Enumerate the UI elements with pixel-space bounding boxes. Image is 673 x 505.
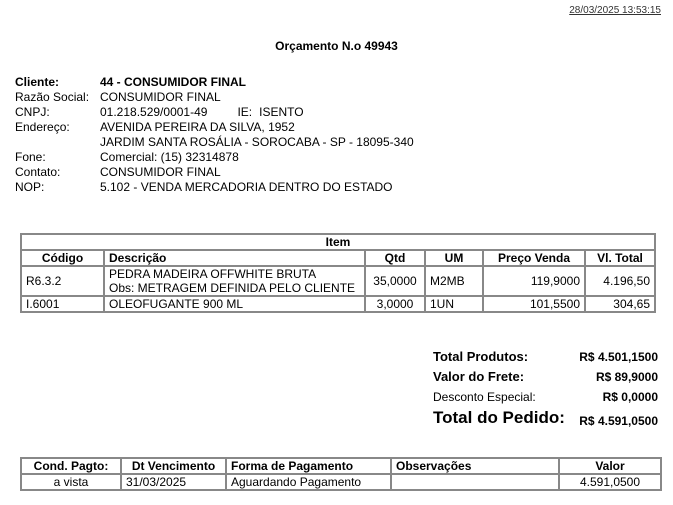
cell-forma: Aguardando Pagamento [226, 474, 391, 490]
ie-value: ISENTO [259, 105, 304, 119]
cell-um: M2MB [425, 266, 483, 296]
items-table [20, 233, 656, 313]
items-caption: Item [21, 234, 655, 250]
fone-label: Fone: [15, 150, 46, 164]
cell-valor: 4.591,0500 [559, 474, 661, 490]
total-produtos-label: Total Produtos: [433, 349, 529, 364]
desconto-row [433, 384, 658, 404]
endereco-row-2 [15, 135, 414, 150]
razao-value: CONSUMIDOR FINAL [100, 90, 221, 104]
payment-table [20, 457, 662, 491]
nop-value: 5.102 - VENDA MERCADORIA DENTRO DO ESTADO [100, 180, 393, 194]
fone-row [15, 150, 414, 165]
nop-row [15, 180, 414, 195]
cell-descricao: OLEOFUGANTE 900 ML [104, 296, 365, 312]
cell-observacoes [391, 474, 559, 490]
col-total: Vl. Total [585, 250, 655, 266]
item-obs: Obs: METRAGEM DEFINIDA PELO CLIENTE [109, 281, 356, 295]
fone-value: Comercial: (15) 32314878 [100, 150, 239, 164]
total-pedido-label: Total do Pedido: [433, 408, 565, 427]
frete-row [433, 364, 658, 384]
total-pedido-value: R$ 4.591,0500 [579, 414, 658, 428]
cnpj-label: CNPJ: [15, 105, 50, 119]
cell-descricao [104, 266, 365, 296]
contato-value: CONSUMIDOR FINAL [100, 165, 221, 179]
total-pedido-row [433, 404, 658, 428]
endereco-line1: AVENIDA PEREIRA DA SILVA, 1952 [100, 120, 295, 134]
nop-label: NOP: [15, 180, 45, 194]
razao-label: Razão Social: [15, 90, 90, 104]
col-forma: Forma de Pagamento [226, 458, 391, 474]
contato-label: Contato: [15, 165, 61, 179]
totals-block [433, 343, 658, 428]
cell-um: 1UN [425, 296, 483, 312]
cell-qtd: 3,0000 [365, 296, 425, 312]
total-produtos-value: R$ 4.501,1500 [579, 350, 658, 364]
cell-preco: 101,5500 [483, 296, 585, 312]
col-vencimento: Dt Vencimento [121, 458, 226, 474]
item-description: PEDRA MADEIRA OFFWHITE BRUTA [109, 267, 317, 281]
frete-label: Valor do Frete: [433, 369, 525, 384]
document-title: Orçamento N.o 49943 [275, 39, 398, 53]
table-row [21, 296, 655, 312]
col-preco: Preço Venda [483, 250, 585, 266]
client-row [15, 75, 414, 90]
client-info [15, 75, 414, 195]
col-valor: Valor [559, 458, 661, 474]
table-row [21, 474, 661, 490]
contato-row [15, 165, 414, 180]
col-um: UM [425, 250, 483, 266]
cell-codigo: I.6001 [21, 296, 104, 312]
col-codigo: Código [21, 250, 104, 266]
cell-vencimento: 31/03/2025 [121, 474, 226, 490]
col-descricao: Descrição [104, 250, 365, 266]
total-produtos-row [433, 343, 658, 364]
col-qtd: Qtd [365, 250, 425, 266]
razao-row [15, 90, 414, 105]
cnpj-row [15, 105, 414, 120]
endereco-label: Endereço: [15, 120, 70, 134]
cnpj-value: 01.218.529/0001-49 [100, 105, 208, 119]
endereco-line2: JARDIM SANTA ROSÁLIA - SOROCABA - SP - 18095-340 [100, 135, 414, 149]
endereco-row [15, 120, 414, 135]
table-row [21, 266, 655, 296]
client-label: Cliente: [15, 75, 60, 89]
ie-label: IE: [237, 105, 253, 119]
col-observacoes: Observações [391, 458, 559, 474]
cell-qtd: 35,0000 [365, 266, 425, 296]
print-timestamp[interactable]: 28/03/2025 13:53:15 [569, 5, 661, 16]
frete-value: R$ 89,9000 [595, 370, 658, 384]
desconto-label: Desconto Especial: [433, 390, 536, 404]
cell-codigo: R6.3.2 [21, 266, 104, 296]
desconto-value: R$ 0,0000 [602, 390, 658, 404]
client-value: 44 - CONSUMIDOR FINAL [100, 75, 247, 89]
cell-total: 304,65 [585, 296, 655, 312]
col-cond: Cond. Pagto: [21, 458, 121, 474]
cell-preco: 119,9000 [483, 266, 585, 296]
cell-cond: a vista [21, 474, 121, 490]
cell-total: 4.196,50 [585, 266, 655, 296]
